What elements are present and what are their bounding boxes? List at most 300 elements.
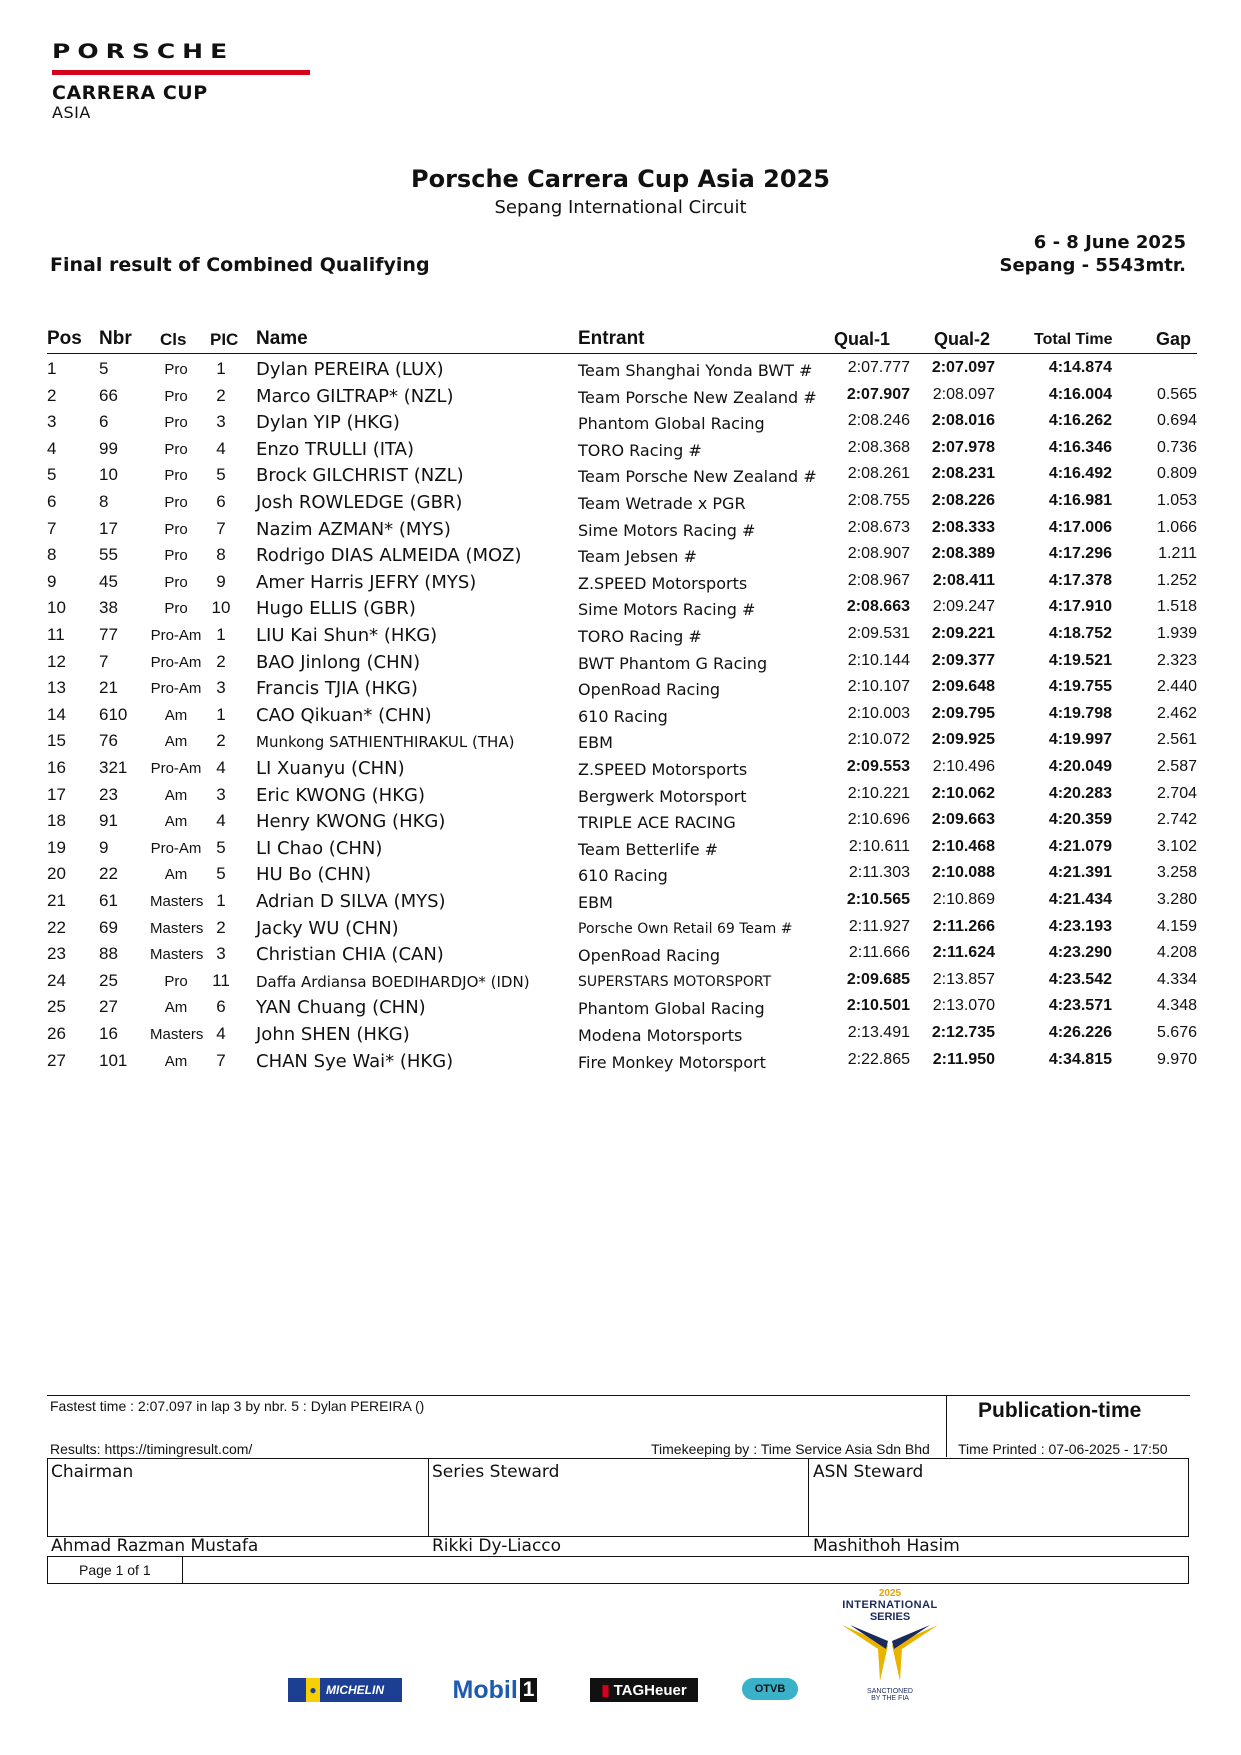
cell-qual1: 2:11.927 xyxy=(848,917,910,935)
table-row xyxy=(0,515,1241,542)
cell-pic: 2 xyxy=(216,651,226,671)
cell-gap: 4.159 xyxy=(1156,917,1197,935)
cell-entrant: OpenRoad Racing xyxy=(578,680,721,700)
cell-total-time: 4:19.798 xyxy=(1048,704,1112,722)
cell-gap: 4.334 xyxy=(1156,970,1197,988)
intl-year: 2025 xyxy=(878,1588,902,1599)
col-pos: Pos xyxy=(47,328,82,349)
cell-pos: 21 xyxy=(47,891,66,910)
cell-total-time: 4:21.079 xyxy=(1048,837,1112,855)
cell-class: Pro xyxy=(164,520,188,538)
cell-driver-name: LIU Kai Shun* (HKG) xyxy=(256,625,438,646)
cell-qual1: 2:07.907 xyxy=(846,385,910,403)
cell-pos: 19 xyxy=(47,837,66,857)
cell-pos: 6 xyxy=(47,492,57,511)
cell-class: Pro xyxy=(164,547,188,565)
cell-pic: 3 xyxy=(216,784,226,804)
cell-driver-name: Munkong SATHIENTHIRAKUL (THA) xyxy=(256,733,515,752)
cell-qual2: 2:09.925 xyxy=(931,731,995,749)
cell-class: Pro xyxy=(164,600,188,618)
cell-driver-name: LI Chao (CHN) xyxy=(256,837,383,859)
cell-entrant: EBM xyxy=(578,893,613,912)
cell-pos: 22 xyxy=(47,917,66,937)
cell-qual1: 2:07.777 xyxy=(847,359,910,376)
cell-qual2: 2:09.221 xyxy=(931,625,995,642)
cell-qual2: 2:12.735 xyxy=(931,1024,995,1041)
cell-gap: 4.348 xyxy=(1156,997,1197,1015)
mobil1-logo xyxy=(440,1675,550,1704)
cell-nbr: 99 xyxy=(99,438,118,458)
cell-pic: 1 xyxy=(216,625,226,644)
cell-qual2: 2:08.231 xyxy=(931,465,995,483)
cell-total-time: 4:17.006 xyxy=(1048,518,1112,536)
cell-driver-name: CAO Qikuan* (CHN) xyxy=(256,704,432,726)
cell-total-time: 4:17.378 xyxy=(1048,571,1112,589)
cell-total-time: 4:23.290 xyxy=(1048,944,1112,962)
cell-total-time: 4:20.283 xyxy=(1048,784,1112,802)
cell-qual2: 2:09.663 xyxy=(931,811,995,829)
event-dates: 6 - 8 June 2025 xyxy=(1033,232,1186,253)
cell-pic: 11 xyxy=(212,970,230,990)
cell-pic: 5 xyxy=(216,837,226,857)
tag-shield-icon: ▮ xyxy=(601,1682,610,1699)
cell-class: Pro xyxy=(164,387,188,405)
cell-qual1: 2:10.003 xyxy=(847,704,910,722)
cell-pos: 25 xyxy=(47,997,66,1017)
cell-driver-name: Jacky WU (CHN) xyxy=(256,917,399,939)
cell-total-time: 4:21.391 xyxy=(1048,864,1112,882)
timekeeping-credit: Timekeeping by : Time Service Asia Sdn Bhd xyxy=(651,1441,930,1457)
cell-pos: 8 xyxy=(47,545,57,565)
col-pic: PIC xyxy=(210,330,239,349)
table-row xyxy=(0,727,1241,754)
cell-pos: 16 xyxy=(47,758,66,777)
cell-qual1: 2:10.696 xyxy=(847,811,910,829)
cell-class: Am xyxy=(164,866,188,884)
tag-text: TAGHeuer xyxy=(613,1681,687,1699)
official-name-asn-steward: Mashithoh Hasim xyxy=(813,1536,960,1556)
cell-pos: 23 xyxy=(47,944,66,964)
cell-class: Am xyxy=(164,786,188,804)
cell-entrant: Team Porsche New Zealand # xyxy=(578,467,817,487)
cell-nbr: 45 xyxy=(99,571,118,591)
cell-driver-name: Adrian D SILVA (MYS) xyxy=(256,891,446,912)
cell-driver-name: Enzo TRULLI (ITA) xyxy=(256,438,414,460)
michelin-logo xyxy=(288,1678,402,1702)
cell-qual2: 2:10.496 xyxy=(932,758,995,775)
table-row xyxy=(0,541,1241,568)
cell-qual1: 2:08.907 xyxy=(847,545,910,563)
cell-entrant: Team Betterlife # xyxy=(578,839,719,859)
cell-qual2: 2:08.226 xyxy=(931,492,995,509)
cell-qual2: 2:11.266 xyxy=(932,917,995,935)
table-row xyxy=(0,781,1241,808)
cell-driver-name: Francis TJIA (HKG) xyxy=(256,678,418,700)
cell-pic: 1 xyxy=(216,704,226,724)
results-url[interactable]: Results: https://timingresult.com/ xyxy=(50,1441,253,1457)
table-row xyxy=(0,461,1241,488)
venue-length: Sepang - 5543mtr. xyxy=(999,255,1186,276)
cell-nbr: 25 xyxy=(99,970,118,990)
cell-class: Masters xyxy=(150,946,204,964)
table-row xyxy=(0,648,1241,675)
cell-pos: 4 xyxy=(47,438,57,458)
cell-pic: 6 xyxy=(216,997,226,1017)
cell-nbr: 22 xyxy=(99,864,118,884)
cell-qual2: 2:11.950 xyxy=(932,1050,995,1068)
cell-total-time: 4:23.193 xyxy=(1048,917,1112,935)
page-box-divider xyxy=(182,1557,183,1584)
cell-pic: 4 xyxy=(216,758,226,777)
cell-gap: 9.970 xyxy=(1156,1050,1197,1068)
col-qual1: Qual-1 xyxy=(834,329,891,349)
cell-pic: 7 xyxy=(216,518,226,538)
official-role-series-steward: Series Steward xyxy=(432,1462,560,1482)
cell-total-time: 4:19.997 xyxy=(1048,731,1112,749)
cell-nbr: 77 xyxy=(99,625,118,644)
cell-qual2: 2:09.247 xyxy=(932,598,995,616)
cell-qual2: 2:07.978 xyxy=(931,438,995,456)
cell-driver-name: LI Xuanyu (CHN) xyxy=(256,758,405,779)
cell-gap: 2.742 xyxy=(1156,811,1197,829)
table-row xyxy=(0,674,1241,701)
results-table-header xyxy=(0,328,1241,354)
col-nbr: Nbr xyxy=(99,328,132,349)
fastest-time: Fastest time : 2:07.097 in lap 3 by nbr. 5 : Dylan PEREIRA () xyxy=(50,1398,425,1414)
cell-qual1: 2:10.221 xyxy=(847,784,910,802)
time-printed: Time Printed : 07-06-2025 - 17:50 xyxy=(958,1441,1168,1457)
cell-gap: 1.939 xyxy=(1156,625,1197,642)
official-role-chairman: Chairman xyxy=(51,1462,134,1482)
cell-nbr: 21 xyxy=(99,678,118,698)
cell-total-time: 4:21.434 xyxy=(1048,891,1112,908)
cell-pic: 8 xyxy=(216,545,226,565)
cell-entrant: Phantom Global Racing xyxy=(578,999,765,1019)
table-row xyxy=(0,940,1241,967)
cell-nbr: 6 xyxy=(99,412,109,432)
cell-entrant: 610 Racing xyxy=(578,866,668,886)
cell-total-time: 4:26.226 xyxy=(1048,1024,1112,1041)
cell-gap: 2.587 xyxy=(1156,758,1197,775)
cell-total-time: 4:16.492 xyxy=(1048,465,1112,483)
cell-nbr: 61 xyxy=(99,891,118,910)
cell-qual1: 2:08.755 xyxy=(847,492,910,509)
cell-qual1: 2:08.673 xyxy=(847,518,910,536)
cell-total-time: 4:23.542 xyxy=(1048,970,1112,988)
cell-entrant: Team Porsche New Zealand # xyxy=(578,387,817,407)
cell-driver-name: Rodrigo DIAS ALMEIDA (MOZ) xyxy=(256,545,522,567)
cell-class: Pro-Am xyxy=(150,839,202,857)
cell-driver-name: Dylan PEREIRA (LUX) xyxy=(256,359,444,380)
cell-qual1: 2:08.967 xyxy=(847,571,910,589)
col-name: Name xyxy=(256,328,308,349)
cell-pos: 11 xyxy=(47,625,65,644)
page-number: Page 1 of 1 xyxy=(79,1562,151,1578)
cell-entrant: Z.SPEED Motorsports xyxy=(578,573,748,593)
cell-pos: 27 xyxy=(47,1050,66,1070)
cell-qual2: 2:11.624 xyxy=(932,944,995,962)
cell-entrant: Team Jebsen # xyxy=(578,547,697,567)
cell-entrant: 610 Racing xyxy=(578,706,668,726)
cell-gap: 1.211 xyxy=(1158,545,1197,563)
document-title: Porsche Carrera Cup Asia 2025 xyxy=(411,165,830,193)
cell-class: Pro-Am xyxy=(150,760,202,777)
cell-pos: 7 xyxy=(47,518,57,538)
cell-pos: 1 xyxy=(47,359,57,378)
cell-nbr: 610 xyxy=(99,704,128,724)
cell-pos: 26 xyxy=(47,1024,66,1043)
cell-total-time: 4:20.049 xyxy=(1048,758,1112,775)
cell-class: Pro-Am xyxy=(150,680,202,698)
cell-pic: 5 xyxy=(216,864,226,884)
cell-entrant: Team Shanghai Yonda BWT # xyxy=(578,361,813,380)
otvb-text: OTVB xyxy=(754,1683,786,1695)
official-role-asn-steward: ASN Steward xyxy=(813,1462,924,1482)
table-row xyxy=(0,408,1241,435)
cell-driver-name: Hugo ELLIS (GBR) xyxy=(256,598,416,620)
cell-pic: 5 xyxy=(216,465,226,485)
cell-driver-name: CHAN Sye Wai* (HKG) xyxy=(256,1050,454,1072)
cell-pic: 9 xyxy=(216,571,226,591)
cell-entrant: Modena Motorsports xyxy=(578,1026,743,1045)
official-name-chairman: Ahmad Razman Mustafa xyxy=(51,1536,259,1556)
officials-divider-1 xyxy=(428,1458,429,1537)
table-row xyxy=(0,701,1241,728)
cell-gap: 2.440 xyxy=(1156,678,1197,696)
cell-class: Pro xyxy=(164,494,188,511)
cell-driver-name: Christian CHIA (CAN) xyxy=(256,944,444,966)
cell-nbr: 69 xyxy=(99,917,118,937)
cell-pic: 3 xyxy=(216,944,226,964)
cell-class: Masters xyxy=(150,1026,204,1043)
official-name-series-steward: Rikki Dy-Liacco xyxy=(432,1536,562,1556)
cell-qual1: 2:10.565 xyxy=(846,891,910,908)
cell-qual1: 2:11.666 xyxy=(848,944,910,962)
table-row xyxy=(0,488,1241,515)
cell-qual1: 2:10.072 xyxy=(847,731,910,749)
intl-line1: INTERNATIONAL xyxy=(842,1599,938,1611)
cell-entrant: Sime Motors Racing # xyxy=(578,600,756,620)
officials-divider-2 xyxy=(808,1458,809,1537)
cell-class: Pro xyxy=(164,467,188,485)
cell-class: Masters xyxy=(150,919,204,937)
cell-driver-name: YAN Chuang (CHN) xyxy=(256,997,426,1019)
cell-pos: 20 xyxy=(47,864,66,884)
table-row xyxy=(0,1020,1241,1047)
cell-class: Pro xyxy=(164,440,188,458)
cell-class: Am xyxy=(164,733,188,751)
col-entrant: Entrant xyxy=(578,328,645,349)
cell-gap: 3.280 xyxy=(1156,891,1197,908)
cell-total-time: 4:17.910 xyxy=(1048,598,1112,616)
table-row xyxy=(0,382,1241,409)
cell-qual1: 2:11.303 xyxy=(848,864,910,882)
cell-entrant: Sime Motors Racing # xyxy=(578,520,756,540)
cell-total-time: 4:14.874 xyxy=(1048,359,1112,376)
col-qual2: Qual-2 xyxy=(934,329,991,349)
table-row xyxy=(0,967,1241,994)
cell-total-time: 4:16.346 xyxy=(1048,438,1112,456)
col-gap: Gap xyxy=(1156,329,1192,349)
session-heading: Final result of Combined Qualifying xyxy=(50,254,430,276)
tagheuer-logo xyxy=(590,1678,698,1702)
cell-entrant: SUPERSTARS MOTORSPORT xyxy=(578,973,772,990)
cell-class: Pro xyxy=(164,972,188,990)
table-row xyxy=(0,807,1241,834)
cell-gap: 3.102 xyxy=(1156,837,1197,855)
table-row xyxy=(0,754,1241,781)
cell-gap: 2.704 xyxy=(1156,784,1197,802)
cell-gap: 1.066 xyxy=(1156,518,1197,536)
cell-nbr: 88 xyxy=(99,944,118,964)
cell-qual2: 2:08.411 xyxy=(932,571,995,589)
cell-pos: 3 xyxy=(47,412,57,432)
intl-sanction1: SANCTIONED xyxy=(867,1688,913,1695)
cell-nbr: 38 xyxy=(99,598,118,618)
cell-total-time: 4:16.004 xyxy=(1048,385,1112,403)
cell-qual2: 2:09.377 xyxy=(931,651,995,669)
cell-qual2: 2:08.097 xyxy=(932,385,995,403)
cell-qual1: 2:13.491 xyxy=(847,1024,910,1041)
intl-line2: SERIES xyxy=(869,1611,911,1623)
cell-pic: 2 xyxy=(216,731,226,751)
cell-qual1: 2:08.368 xyxy=(847,438,910,456)
table-row xyxy=(0,887,1241,914)
cell-nbr: 321 xyxy=(99,758,128,777)
cell-pos: 12 xyxy=(47,651,66,671)
cell-qual2: 2:10.062 xyxy=(931,784,995,802)
publication-time-label: Publication-time xyxy=(978,1399,1142,1422)
mobil-one-text: 1 xyxy=(520,1678,538,1702)
cell-class: Am xyxy=(164,813,188,831)
cell-qual2: 2:09.648 xyxy=(931,678,995,696)
cell-qual1: 2:09.531 xyxy=(847,625,910,642)
cell-qual1: 2:10.611 xyxy=(848,837,910,855)
cell-pic: 1 xyxy=(216,891,226,910)
cell-driver-name: Marco GILTRAP* (NZL) xyxy=(256,385,454,407)
cell-gap: 0.809 xyxy=(1156,465,1197,483)
cell-qual1: 2:10.144 xyxy=(847,651,910,669)
cell-driver-name: Daffa Ardiansa BOEDIHARDJO* (IDN) xyxy=(256,972,530,991)
cell-class: Pro xyxy=(164,361,188,378)
cell-nbr: 91 xyxy=(99,811,118,831)
cell-nbr: 17 xyxy=(99,518,118,538)
cell-entrant: Bergwerk Motorsport xyxy=(578,786,747,806)
header-rule xyxy=(47,353,1197,354)
cell-total-time: 4:19.521 xyxy=(1048,651,1112,669)
table-row xyxy=(0,914,1241,941)
cell-driver-name: Josh ROWLEDGE (GBR) xyxy=(256,492,463,513)
cell-total-time: 4:18.752 xyxy=(1048,625,1112,642)
cell-total-time: 4:34.815 xyxy=(1048,1050,1112,1068)
cell-nbr: 101 xyxy=(99,1050,128,1070)
cell-class: Am xyxy=(164,999,188,1017)
table-row xyxy=(0,834,1241,861)
cell-gap: 0.694 xyxy=(1156,412,1197,430)
international-series-badge xyxy=(825,1588,955,1702)
cell-pos: 24 xyxy=(47,970,66,990)
cell-driver-name: John SHEN (HKG) xyxy=(256,1024,410,1045)
cell-driver-name: Nazim AZMAN* (MYS) xyxy=(256,518,451,540)
cell-total-time: 4:20.359 xyxy=(1048,811,1112,829)
cell-pic: 1 xyxy=(216,359,226,378)
porsche-wordmark: PORSCHE xyxy=(52,40,235,63)
cell-gap: 0.565 xyxy=(1156,385,1197,403)
cell-qual1: 2:08.246 xyxy=(847,412,910,430)
cell-qual2: 2:10.869 xyxy=(932,891,995,908)
cell-total-time: 4:23.571 xyxy=(1048,997,1112,1015)
cell-entrant: TORO Racing # xyxy=(578,627,702,646)
series-region: ASIA xyxy=(52,103,91,122)
cell-gap: 2.462 xyxy=(1156,704,1197,722)
cell-driver-name: Henry KWONG (HKG) xyxy=(256,811,446,833)
cell-qual2: 2:08.016 xyxy=(931,412,995,430)
cell-pos: 9 xyxy=(47,571,57,591)
cell-pic: 6 xyxy=(216,492,226,511)
cell-gap: 3.258 xyxy=(1156,864,1197,882)
cell-qual2: 2:10.468 xyxy=(931,837,995,855)
mobil-text: Mobil xyxy=(452,1675,518,1704)
cell-gap: 2.561 xyxy=(1156,731,1197,749)
cell-gap: 1.518 xyxy=(1156,598,1197,616)
cell-qual1: 2:10.501 xyxy=(846,997,910,1015)
cell-driver-name: BAO Jinlong (CHN) xyxy=(256,651,421,673)
cell-driver-name: Brock GILCHRIST (NZL) xyxy=(256,465,464,487)
cell-class: Am xyxy=(164,706,188,724)
cell-entrant: OpenRoad Racing xyxy=(578,946,721,966)
cell-class: Pro xyxy=(164,414,188,432)
cell-qual1: 2:08.663 xyxy=(846,598,910,616)
cell-entrant: BWT Phantom G Racing xyxy=(578,653,768,673)
cell-gap: 4.208 xyxy=(1156,944,1197,962)
cell-gap: 1.252 xyxy=(1156,571,1197,589)
cell-pic: 3 xyxy=(216,412,226,432)
cell-class: Am xyxy=(164,1052,188,1070)
cell-pos: 14 xyxy=(47,704,66,724)
cell-qual1: 2:08.261 xyxy=(847,465,910,483)
cell-pos: 15 xyxy=(47,731,66,751)
cell-entrant: EBM xyxy=(578,733,613,753)
table-row xyxy=(0,355,1241,382)
cell-entrant: Z.SPEED Motorsports xyxy=(578,760,748,779)
cell-gap: 2.323 xyxy=(1156,651,1197,669)
cell-entrant: TORO Racing # xyxy=(578,440,702,460)
footer-top-rule xyxy=(47,1395,1190,1396)
cell-entrant: TRIPLE ACE RACING xyxy=(578,813,736,833)
table-row xyxy=(0,860,1241,887)
footer-divider xyxy=(946,1395,947,1457)
cell-pic: 2 xyxy=(216,385,226,405)
officials-box xyxy=(47,1458,1189,1537)
intl-sanction2: BY THE FIA xyxy=(871,1695,909,1702)
cell-qual2: 2:13.857 xyxy=(932,970,995,988)
table-row xyxy=(0,621,1241,648)
cell-nbr: 66 xyxy=(99,385,118,405)
cell-qual1: 2:09.685 xyxy=(846,970,910,988)
cell-qual1: 2:10.107 xyxy=(847,678,910,696)
intl-series-emblem-icon xyxy=(840,1623,940,1683)
cell-gap: 5.676 xyxy=(1156,1024,1197,1041)
cell-entrant: Fire Monkey Motorsport xyxy=(578,1052,766,1072)
cell-driver-name: Dylan YIP (HKG) xyxy=(256,412,400,434)
cell-entrant: Porsche Own Retail 69 Team # xyxy=(578,920,793,937)
col-cls: Cls xyxy=(160,330,187,349)
cell-entrant: Phantom Global Racing xyxy=(578,414,765,434)
cell-nbr: 55 xyxy=(99,545,118,565)
series-name: CARRERA CUP xyxy=(52,82,208,104)
cell-driver-name: Eric KWONG (HKG) xyxy=(256,784,425,806)
table-row xyxy=(0,568,1241,595)
